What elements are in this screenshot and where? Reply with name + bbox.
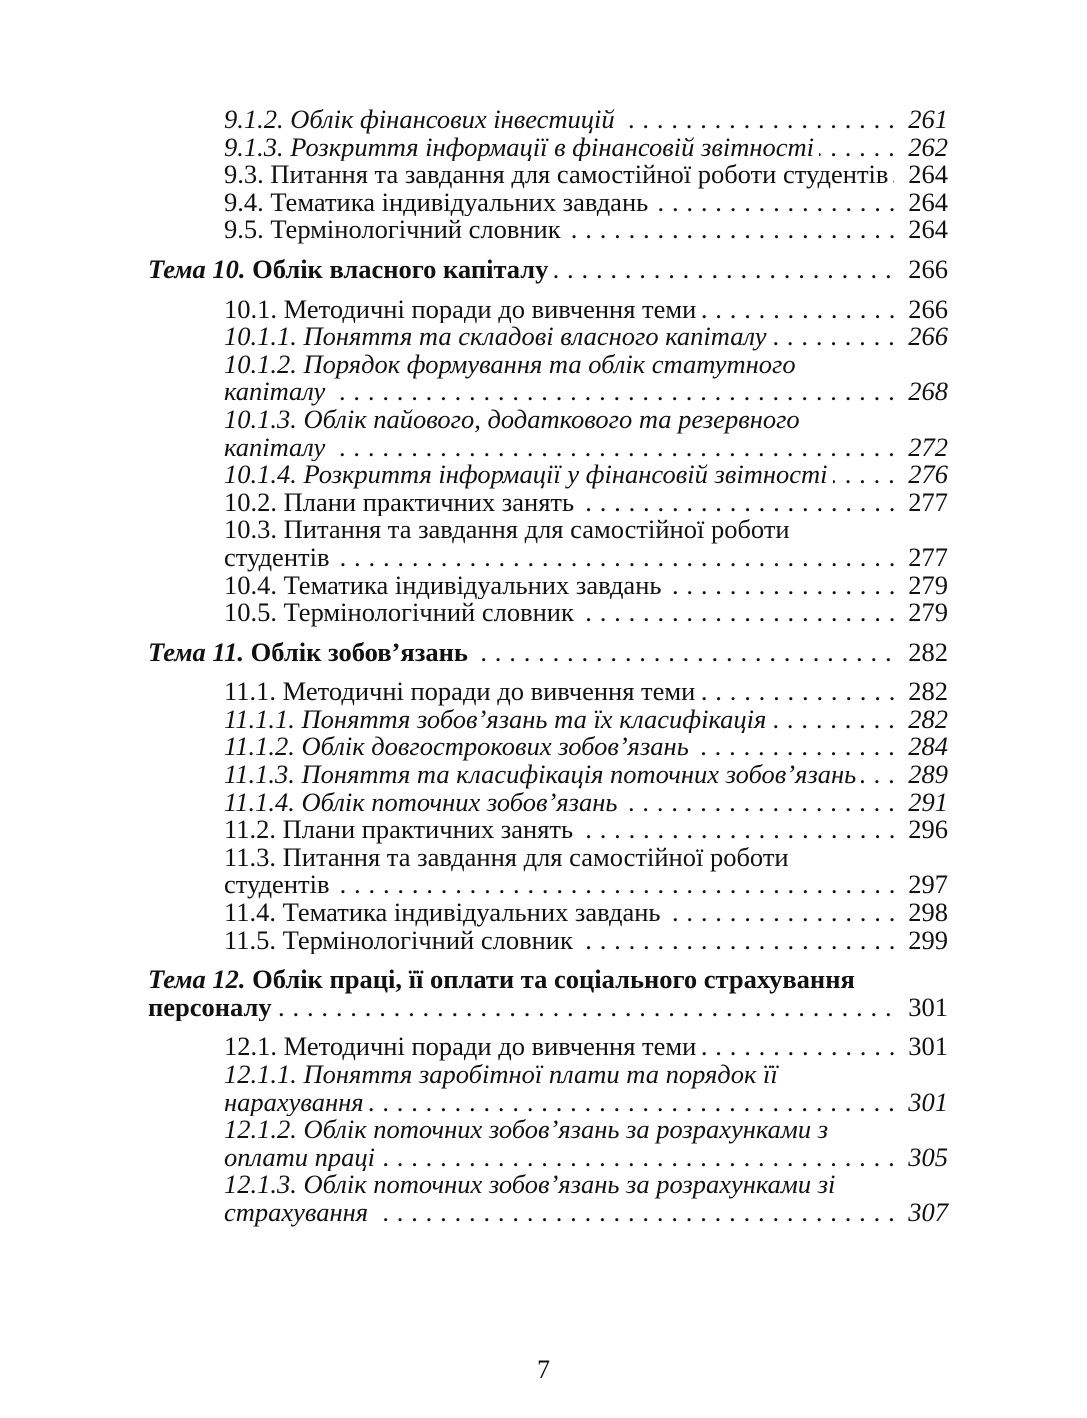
toc-topic-12-items [148,1033,948,1226]
toc-entry[interactable]: 10.1.4. Розкриття інформації у фінансовій звітності . . . 276 [148,461,948,489]
toc-page-number: 261 [908,104,948,134]
toc-entry[interactable]: 9.4. Тематика індивідуальних завдань . . . 264 [148,189,948,217]
toc-page-number: 296 [908,814,948,845]
table-of-contents [148,106,948,1239]
toc-page-number: 268 [908,376,948,407]
toc-topic-heading[interactable]: Тема 12. Облік праці, її оплати та соціального страхування персоналу . . . 301 [148,966,948,1021]
toc-page-number: 289 [908,759,948,790]
toc-page-number: 299 [908,924,948,955]
toc-pre-section [148,106,948,244]
toc-page-number: 272 [908,431,948,462]
toc-entry[interactable]: 10.4. Тематика індивідуальних завдань . . . 279 [148,572,948,600]
toc-page-number: 282 [908,636,948,667]
toc-entry[interactable]: 11.1.3. Поняття та класифікація поточних зобов’язань . . . 289 [148,761,948,789]
toc-topic-11 [148,636,948,667]
toc-topic-10 [148,253,948,284]
toc-topic-12 [148,966,948,1021]
toc-page-number: 301 [908,991,948,1022]
toc-entry[interactable]: 12.1. Методичні поради до вивчення теми . . . 301 [148,1033,948,1061]
toc-page-number: 307 [908,1196,948,1227]
toc-page-number: 284 [908,731,948,762]
toc-page-number: 279 [908,569,948,600]
page-number: 7 [537,1355,550,1384]
toc-entry[interactable]: 10.1.2. Порядок формування та облік статутного капіталу . . . 268 [148,351,948,406]
toc-page-number: 264 [908,159,948,190]
toc-page-number: 266 [908,321,948,352]
toc-entry[interactable]: 9.5. Термінологічний словник . . . 264 [148,216,948,244]
toc-entry[interactable]: 11.4. Тематика індивідуальних завдань . . . 298 [148,899,948,927]
toc-page-number: 266 [908,293,948,324]
toc-page-number: 301 [908,1031,948,1062]
toc-entry[interactable]: 9.1.3. Розкриття інформації в фінансовій звітності . . . 262 [148,134,948,162]
toc-page-number: 262 [908,131,948,162]
toc-entry[interactable]: 10.1.1. Поняття та складові власного капіталу . . . 266 [148,323,948,351]
toc-entry[interactable]: 11.5. Термінологічний словник . . . 299 [148,927,948,955]
toc-page-number: 277 [908,541,948,572]
toc-entry[interactable]: 10.5. Термінологічний словник . . . 279 [148,599,948,627]
toc-entry[interactable]: 10.1. Методичні поради до вивчення теми . . . 266 [148,296,948,324]
toc-entry[interactable]: 10.1.3. Облік пайового, додаткового та резервного капіталу . . . 272 [148,406,948,461]
toc-page-number: 276 [908,459,948,490]
toc-entry[interactable]: 12.1.3. Облік поточних зобов’язань за розрахунками зі страхування . . . 307 [148,1171,948,1226]
toc-page-number: 277 [908,486,948,517]
toc-page-number: 282 [908,703,948,734]
toc-page-number: 282 [908,676,948,707]
toc-page-number: 291 [908,786,948,817]
toc-entry[interactable]: 11.1.2. Облік довгострокових зобов’язань . . . 284 [148,733,948,761]
toc-topic-11-items [148,678,948,954]
toc-page-number: 264 [908,186,948,217]
toc-entry[interactable]: 11.2. Плани практичних занять . . . 296 [148,816,948,844]
toc-page-number: 266 [908,253,948,284]
toc-entry[interactable]: 11.1. Методичні поради до вивчення теми . . . 282 [148,678,948,706]
toc-entry[interactable]: 9.1.2. Облік фінансових інвестицій . . . 261 [148,106,948,134]
toc-entry[interactable]: 11.1.1. Поняття зобов’язань та їх класифікація . . . 282 [148,706,948,734]
toc-entry[interactable]: 10.2. Плани практичних занять . . . 277 [148,489,948,517]
toc-page-number: 264 [908,214,948,245]
toc-entry[interactable]: 10.3. Питання та завдання для самостійної роботи студентів . . . 277 [148,516,948,571]
toc-page-number: 305 [908,1141,948,1172]
toc-entry[interactable]: 9.3. Питання та завдання для самостійної роботи студентів . . . 264 [148,161,948,189]
toc-entry[interactable]: 11.1.4. Облік поточних зобов’язань . . . 291 [148,789,948,817]
toc-page-number: 298 [908,897,948,928]
toc-entry[interactable]: 12.1.2. Облік поточних зобов’язань за розрахунками з оплати праці . . . 305 [148,1116,948,1171]
toc-topic-10-items [148,293,948,628]
toc-entry[interactable]: 11.3. Питання та завдання для самостійної роботи студентів . . . 297 [148,844,948,899]
toc-topic-heading[interactable]: Тема 10. Облік власного капіталу . . . 266 [148,256,948,284]
toc-page-number: 301 [908,1086,948,1117]
toc-entry[interactable]: 12.1.1. Поняття заробітної плати та порядок її нарахування . . . 301 [148,1061,948,1116]
toc-page-number: 297 [908,869,948,900]
toc-page-number: 279 [908,597,948,628]
toc-topic-heading[interactable]: Тема 11. Облік зобов’язань . . . 282 [148,639,948,667]
